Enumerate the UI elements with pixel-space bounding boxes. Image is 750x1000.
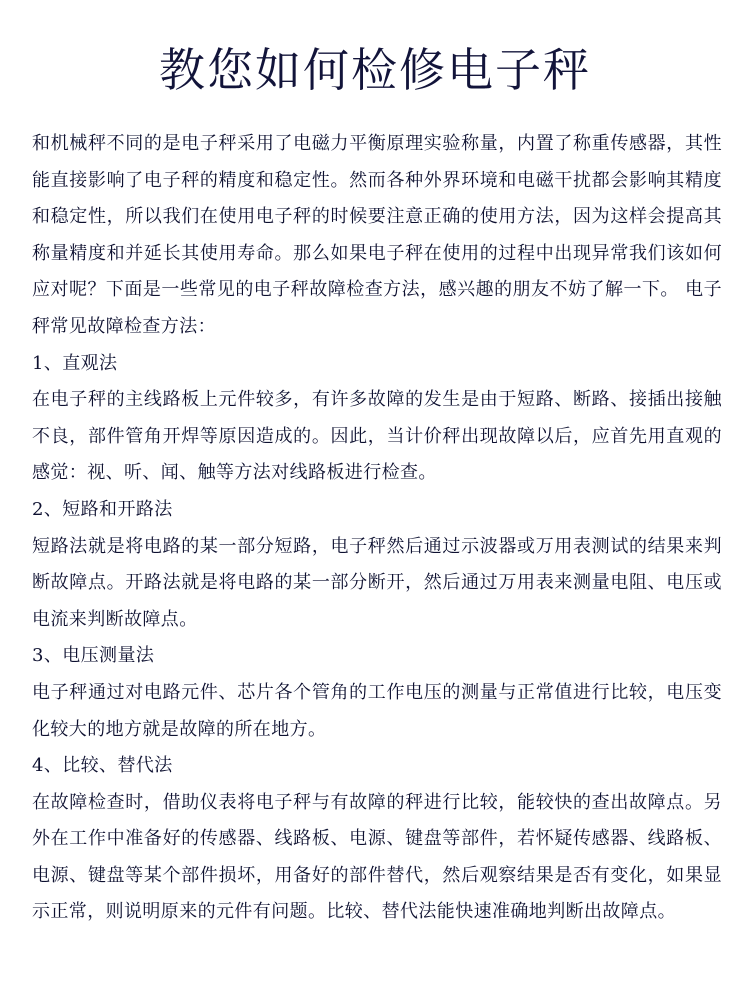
article-body	[32, 126, 722, 931]
section-body-voltage-measurement: 电子秤通过对电路元件、芯片各个管角的工作电压的测量与正常值进行比较，电压变化较大的地方就是故障的所在地方。	[32, 681, 722, 740]
section-heading-compare-replace: 4、比较、替代法	[32, 755, 173, 777]
section-heading-direct-observation: 1、直观法	[32, 352, 118, 374]
page-title: 教您如何检修电子秤	[159, 43, 591, 97]
section-body-short-open-circuit: 短路法就是将电路的某一部分短路，电子秤然后通过示波器或万用表测试的结果来判断故障点。开路法就是将电路的某一部分断开，然后通过万用表来测量电阻、电压或电流来判断故障点。	[32, 535, 722, 630]
section-heading-voltage-measurement: 3、电压测量法	[32, 645, 155, 667]
section-body-compare-replace: 在故障检查时，借助仪表将电子秤与有故障的秤进行比较，能较快的查出故障点。另外在工作中准备好的传感器、线路板、电源、键盘等部件，若怀疑传感器、线路板、电源、键盘等某个部件损坏，用备好的部件替代，然后观察结果是否有变化，如果显示正常，则说明原来的元件有问题。比较、替代法能快速准确地判断出故障点。	[32, 791, 722, 923]
section-heading-short-open-circuit: 2、短路和开路法	[32, 498, 173, 520]
intro-paragraph: 和机械秤不同的是电子秤采用了电磁力平衡原理实验称量，内置了称重传感器，其性能直接影响了电子秤的精度和稳定性。然而各种外界环境和电磁干扰都会影响其精度和稳定性，所以我们在使用电子秤的时候要注意正确的使用方法，因为这样会提高其称量精度和并延长其使用寿命。那么如果电子秤在使用的过程中出现异常我们该如何应对呢？下面是一些常见的电子秤故障检查方法，感兴趣的朋友不妨了解一下。 电子秤常见故障检查方法：	[32, 133, 722, 337]
section-body-direct-observation: 在电子秤的主线路板上元件较多，有许多故障的发生是由于短路、断路、接插出接触不良，部件管角开焊等原因造成的。因此，当计价秤出现故障以后，应首先用直观的感觉：视、听、闻、触等方法对线路板进行检查。	[32, 389, 722, 484]
